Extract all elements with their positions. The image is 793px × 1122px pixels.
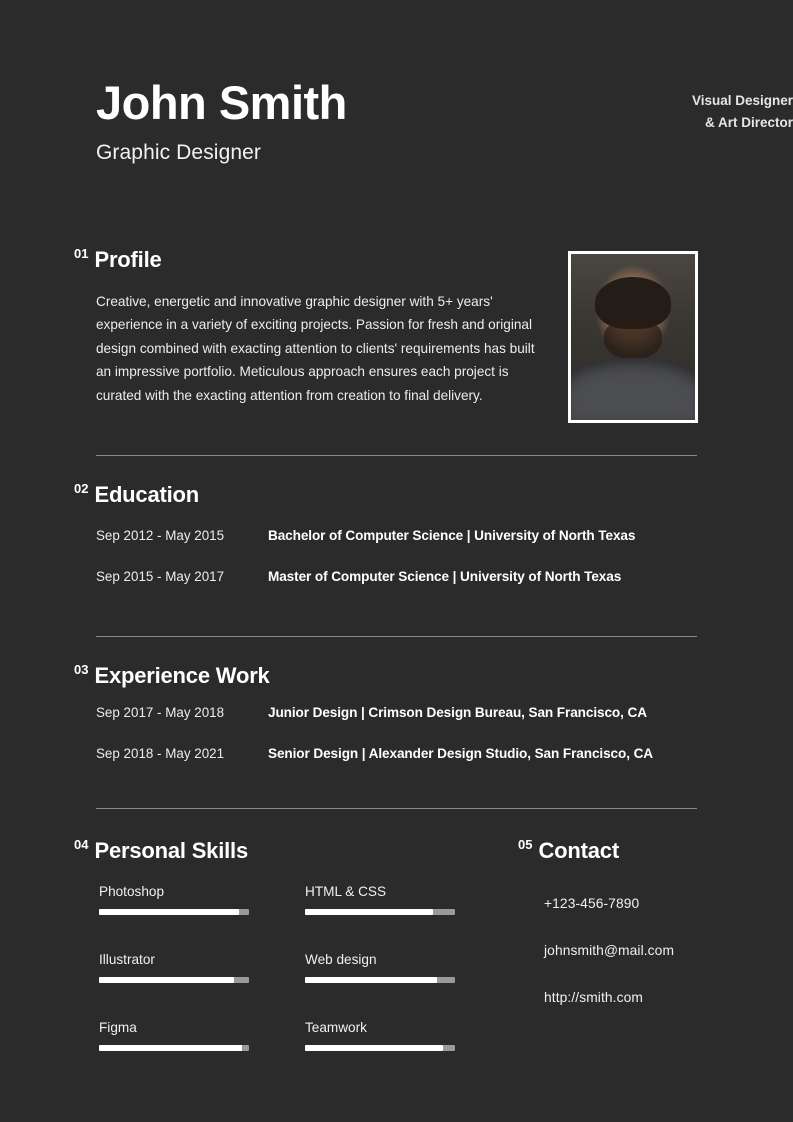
contact-phone[interactable]: +123-456-7890: [544, 896, 640, 911]
section-heading-profile: [74, 247, 162, 273]
tagline-line-2: & Art Director: [704, 114, 793, 130]
page-title: John Smith: [96, 76, 347, 129]
header: [96, 78, 696, 165]
section-number-education: 02: [74, 481, 89, 496]
skills-column-right: [305, 884, 455, 1088]
section-title-profile: Profile: [94, 247, 162, 272]
avatar: [568, 251, 698, 423]
skill-bar-track: [305, 977, 455, 983]
skill-bar-fill: [99, 1045, 242, 1051]
list-item: [96, 705, 701, 720]
contact-email[interactable]: johnsmith@mail.com: [544, 943, 675, 958]
skill-bar-track: [99, 977, 249, 983]
skill-bar-fill: [99, 977, 234, 983]
skill-item: [99, 1020, 249, 1051]
skill-bar-fill: [305, 977, 437, 983]
skill-bar-fill: [305, 1045, 443, 1051]
section-number-profile: 01: [74, 246, 89, 261]
skills-column-left: [99, 884, 249, 1088]
portrait-photo: [571, 254, 695, 420]
section-heading-experience: [74, 663, 270, 689]
tagline-line-1: Visual Designer: [691, 93, 793, 108]
section-title-contact: Contact: [538, 838, 619, 863]
skill-label: Figma: [99, 1020, 137, 1035]
list-item: [96, 569, 701, 584]
list-item: [96, 746, 701, 761]
divider: [96, 636, 697, 637]
portrait-body: [568, 358, 698, 420]
skill-item: [305, 1020, 455, 1051]
skill-bar-fill: [99, 909, 239, 915]
profile-text: Creative, energetic and innovative graphic designer with 5+ years' experience in a variety of exciting projects. Passion for fresh and original design combined with exacting attention to clients' requirements has built an impressive portfolio. Meticulous approach ensures each project is curated with the exacting attention from creation to final delivery.: [96, 294, 535, 403]
section-title-education: Education: [94, 482, 200, 507]
skill-item: [305, 952, 455, 983]
entry-date: Sep 2015 - May 2017: [96, 569, 225, 584]
skill-label: HTML & CSS: [305, 884, 387, 899]
skill-item: [305, 884, 455, 915]
contact-website[interactable]: http://smith.com: [544, 990, 643, 1005]
entry-description: Junior Design | Crimson Design Bureau, San Francisco, CA: [268, 705, 647, 720]
header-tagline: [692, 90, 793, 133]
skill-item: [99, 884, 249, 915]
job-title: Graphic Designer: [96, 140, 262, 164]
skill-label: Illustrator: [99, 952, 155, 967]
section-heading-education: [74, 482, 199, 508]
skill-bar-track: [99, 1045, 249, 1051]
section-title-experience: Experience Work: [94, 663, 270, 688]
entry-date: Sep 2018 - May 2021: [96, 746, 225, 761]
contact-list: [544, 896, 674, 1037]
skill-item: [99, 952, 249, 983]
skill-label: Web design: [305, 952, 377, 967]
experience-list: [96, 705, 701, 787]
entry-date: Sep 2017 - May 2018: [96, 705, 225, 720]
education-list: [96, 528, 701, 610]
skill-label: Teamwork: [305, 1020, 367, 1035]
skill-bar-track: [305, 1045, 455, 1051]
section-heading-contact: [518, 838, 619, 864]
entry-description: Senior Design | Alexander Design Studio, San Francisco, CA: [268, 746, 654, 761]
entry-date: Sep 2012 - May 2015: [96, 528, 225, 543]
divider: [96, 455, 697, 456]
entry-description: Bachelor of Computer Science | University of North Texas: [268, 528, 636, 543]
section-number-contact: 05: [518, 837, 533, 852]
section-number-skills: 04: [74, 837, 89, 852]
skill-bar-fill: [305, 909, 433, 915]
section-number-experience: 03: [74, 662, 89, 677]
list-item: [96, 528, 701, 543]
skill-bar-track: [305, 909, 455, 915]
section-heading-skills: [74, 838, 248, 864]
entry-description: Master of Computer Science | University of North Texas: [268, 569, 622, 584]
skill-bar-track: [99, 909, 249, 915]
portrait-beard: [604, 320, 662, 360]
divider: [96, 808, 697, 809]
skill-label: Photoshop: [99, 884, 165, 899]
section-title-skills: Personal Skills: [94, 838, 248, 863]
